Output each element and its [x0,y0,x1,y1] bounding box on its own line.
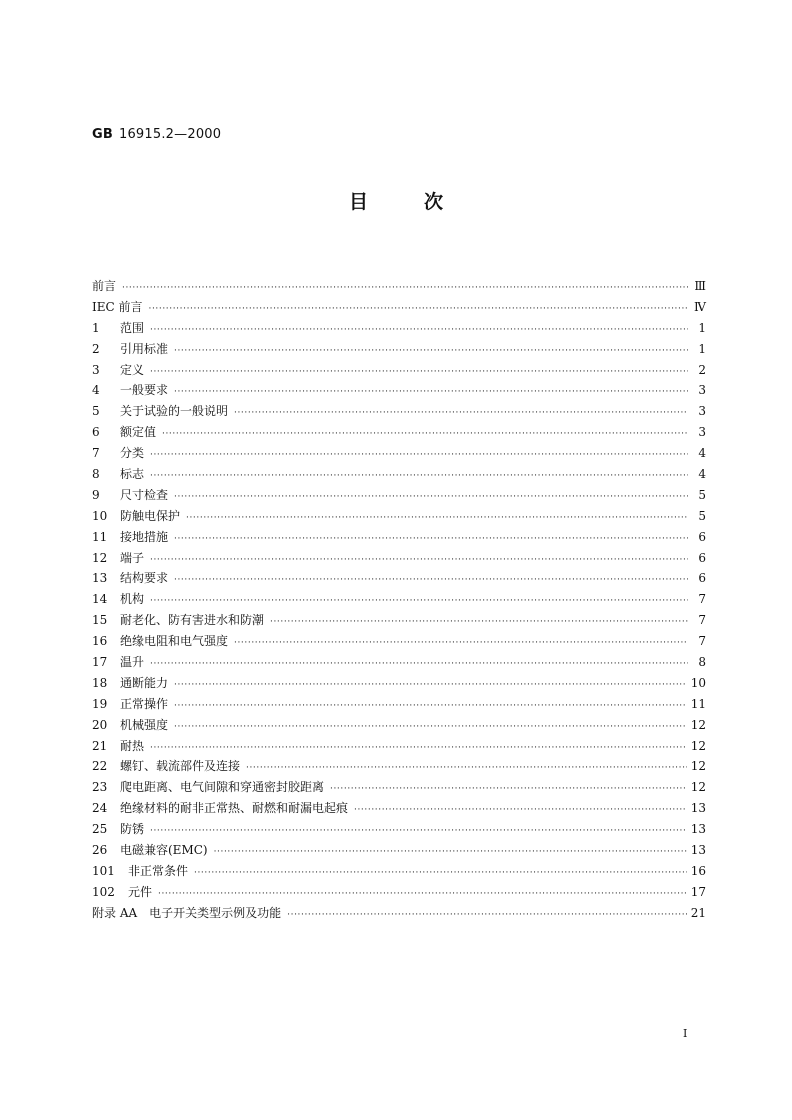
toc-dot-leader [330,779,687,800]
toc-entry[interactable] [92,568,706,589]
toc-dot-leader [194,863,687,884]
toc-entry-page: 7 [698,613,706,628]
toc-entry[interactable] [92,882,706,903]
toc-entry-label: 一般要求 [120,383,169,398]
toc-entry[interactable] [92,401,706,422]
toc-entry-number: 19 [92,696,108,711]
toc-dot-leader [174,675,687,696]
toc-entry[interactable] [92,297,706,318]
table-of-contents [92,276,706,924]
toc-entry[interactable] [92,380,706,401]
toc-entry-label: 爬电距离、电气间隙和穿通密封胶距离 [120,780,325,795]
toc-entry-label: 耐老化、防有害进水和防潮 [120,613,265,628]
toc-entry-page: Ⅳ [694,299,706,314]
toc-entry-page: 6 [698,550,706,565]
toc-entry-page: 7 [698,634,706,649]
toc-entry-number: 26 [92,843,108,858]
toc-entry-page: 13 [690,801,706,816]
toc-entry[interactable] [92,694,706,715]
toc-entry-number: 4 [92,383,100,398]
toc-entry-label: 范围 [120,320,145,335]
toc-dot-leader [162,424,688,445]
toc-entry-label: 螺钉、载流部件及连接 [120,759,241,774]
toc-entry-label: 接地措施 [120,529,169,544]
toc-dot-leader [174,529,688,550]
toc-entry[interactable] [92,756,706,777]
toc-dot-leader [150,445,688,466]
toc-entry[interactable] [92,903,706,924]
toc-entry-page: 4 [698,467,706,482]
standard-code: 16915.2—2000 [118,127,222,142]
toc-entry-number: 22 [92,759,108,774]
toc-entry-page: 12 [690,780,706,795]
toc-entry-number: 102 [92,884,115,899]
toc-dot-leader [174,696,687,717]
toc-entry-number: 2 [92,341,100,356]
toc-dot-leader [122,278,688,299]
toc-entry[interactable] [92,840,706,861]
toc-entry-number: 1 [92,320,100,335]
toc-entry[interactable] [92,673,706,694]
toc-entry-label: IEC 前言 [92,299,143,314]
toc-entry-label: 关于试验的一般说明 [120,404,229,419]
toc-entry-number: 12 [92,550,108,565]
toc-entry-page: Ⅲ [694,279,706,293]
toc-entry-page: 1 [698,320,706,335]
toc-entry-label: 机械强度 [120,717,169,732]
toc-dot-leader [234,633,688,654]
toc-entry[interactable] [92,548,706,569]
toc-entry[interactable] [92,464,706,485]
toc-dot-leader [150,738,687,759]
toc-entry-label: 通断能力 [120,675,169,690]
toc-entry[interactable] [92,652,706,673]
toc-dot-leader [186,508,688,529]
toc-dot-leader [150,320,688,341]
toc-entry-number: 9 [92,487,100,502]
toc-entry[interactable] [92,715,706,736]
toc-entry-page: 4 [698,446,706,461]
toc-entry-number: 10 [92,508,108,523]
toc-dot-leader [150,362,688,383]
toc-entry[interactable] [92,443,706,464]
page-title: 目次 [348,191,499,213]
page-number: I [683,1027,688,1040]
toc-entry-label: 防锈 [120,822,145,837]
toc-entry[interactable] [92,736,706,757]
toc-entry-label: 绝缘材料的耐非正常热、耐燃和耐漏电起痕 [120,801,349,816]
toc-dot-leader [270,612,688,633]
toc-entry[interactable] [92,861,706,882]
toc-entry-page: 1 [698,341,706,356]
toc-entry-number: 24 [92,801,108,816]
toc-entry-page: 3 [698,404,706,419]
toc-entry-label: 端子 [120,550,145,565]
toc-entry-label: 前言 [92,279,117,293]
toc-entry-page: 5 [698,508,706,523]
toc-dot-leader [150,466,688,487]
toc-entry[interactable] [92,339,706,360]
toc-entry[interactable] [92,276,706,297]
toc-entry-number: 18 [92,675,108,690]
toc-entry-page: 13 [690,822,706,837]
toc-entry-label: 电磁兼容(EMC) [120,843,208,858]
toc-dot-leader [174,382,688,403]
toc-entry-number: 17 [92,655,108,670]
toc-entry-number: 15 [92,613,108,628]
toc-entry[interactable] [92,527,706,548]
toc-entry-number: 8 [92,467,100,482]
standard-prefix: GB [92,127,113,142]
toc-entry-number: 7 [92,446,100,461]
toc-entry-page: 6 [698,571,706,586]
toc-entry[interactable] [92,777,706,798]
toc-entry-page: 13 [690,843,706,858]
toc-dot-leader [150,654,688,675]
toc-entry[interactable] [92,819,706,840]
toc-dot-leader [354,800,687,821]
toc-entry-number: 3 [92,362,100,377]
toc-entry-page: 12 [690,738,706,753]
toc-entry-page: 5 [698,487,706,502]
toc-entry-page: 10 [690,675,706,690]
toc-entry-label: 非正常条件 [128,863,189,878]
toc-entry-page: 11 [690,696,706,711]
toc-entry-number: 25 [92,822,108,837]
toc-dot-leader [234,403,688,424]
standard-number [92,127,221,142]
toc-entry-number: 23 [92,780,108,795]
toc-dot-leader [214,842,687,863]
toc-entry-label: 绝缘电阻和电气强度 [120,634,229,649]
toc-entry-label: 额定值 [120,425,157,440]
toc-entry-label: 结构要求 [120,571,169,586]
toc-entry-page: 16 [690,863,706,878]
toc-entry-label: 元件 [128,884,153,899]
toc-entry-number: 5 [92,404,100,419]
toc-entry-number: 16 [92,634,108,649]
toc-entry-number: 11 [92,529,108,544]
toc-dot-leader [150,550,688,571]
toc-entry-number: 21 [92,738,108,753]
toc-entry-label: 耐热 [120,738,145,753]
toc-entry[interactable] [92,506,706,527]
toc-entry-number: 101 [92,863,115,878]
toc-entry-number: 6 [92,425,100,440]
toc-entry-number: 14 [92,592,108,607]
toc-entry-page: 12 [690,717,706,732]
toc-entry-label: 机构 [120,592,145,607]
toc-dot-leader [174,341,688,362]
toc-entry-page: 6 [698,529,706,544]
toc-entry-label: 防触电保护 [120,508,181,523]
toc-entry-number: 20 [92,717,108,732]
toc-entry-page: 7 [698,592,706,607]
toc-entry-label: 定义 [120,362,145,377]
toc-entry-number: 13 [92,571,108,586]
toc-entry[interactable] [92,318,706,339]
toc-dot-leader [287,905,687,926]
toc-entry-label: 附录 AA 电子开关类型示例及功能 [92,905,282,920]
toc-dot-leader [174,717,687,738]
toc-entry-label: 尺寸检查 [120,487,169,502]
toc-entry[interactable] [92,589,706,610]
toc-entry-label: 分类 [120,446,145,461]
toc-dot-leader [174,570,688,591]
toc-dot-leader [158,884,687,905]
toc-entry-page: 2 [698,362,706,377]
toc-entry-page: 12 [690,759,706,774]
toc-dot-leader [150,591,688,612]
toc-entry[interactable] [92,798,706,819]
toc-entry-page: 17 [690,884,706,899]
toc-entry[interactable] [92,422,706,443]
toc-entry-page: 3 [698,383,706,398]
toc-entry-label: 引用标准 [120,341,169,356]
toc-dot-leader [150,821,687,842]
toc-entry-label: 温升 [120,655,145,670]
toc-entry-label: 正常操作 [120,696,169,711]
toc-dot-leader [174,487,688,508]
toc-entry-page: 21 [690,905,706,920]
toc-entry[interactable] [92,631,706,652]
toc-entry-page: 8 [698,655,706,670]
toc-entry[interactable] [92,360,706,381]
toc-entry-page: 3 [698,425,706,440]
toc-entry-label: 标志 [120,467,145,482]
toc-dot-leader [246,758,687,779]
toc-entry[interactable] [92,610,706,631]
toc-entry[interactable] [92,485,706,506]
toc-dot-leader [149,299,689,320]
